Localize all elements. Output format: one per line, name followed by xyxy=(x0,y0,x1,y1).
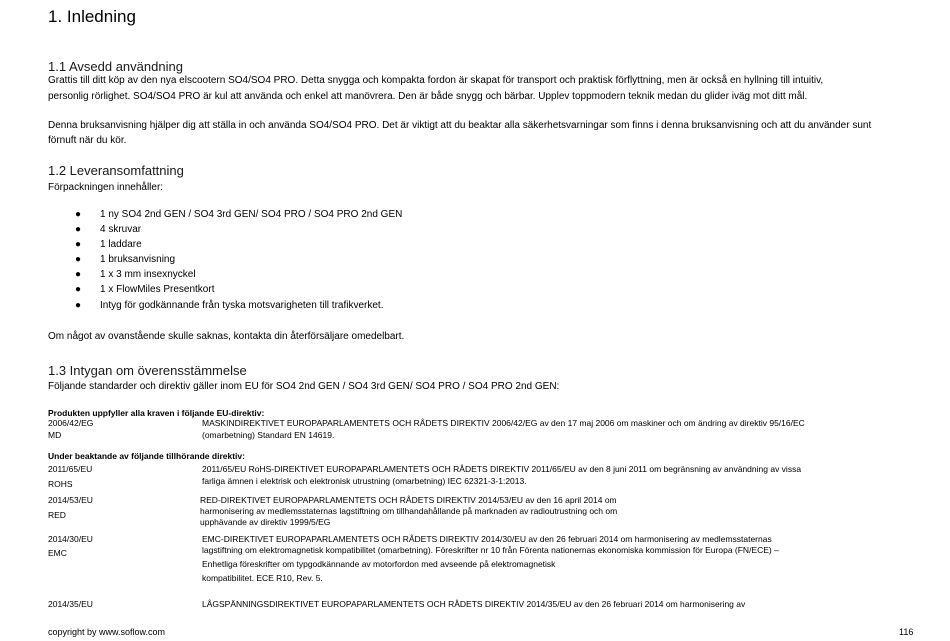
directive-description: farliga ämnen i elektrisk och elektronisk utrustning (omarbetning) IEC 62321-3-1:2013. xyxy=(202,476,527,486)
section-title-intygan: 1.3 Intygan om överensstämmelse xyxy=(48,363,247,378)
directive-abbrev: MD xyxy=(48,430,62,440)
missing-items-note: Om något av ovanstående skulle saknas, kontakta din återförsäljare omedelbart. xyxy=(48,331,405,342)
directive-description: lagstiftning om elektromagnetisk kompatibilitet (omarbetning). Föreskrifter nr 10 från Förenta nationernas ekonomiska kommission för Europa (FN/ECE) – xyxy=(202,545,779,555)
directive-description: upphävande av direktiv 1999/5/EG xyxy=(200,517,331,527)
directive-description: RED-DIREKTIVET EUROPAPARLAMENTETS OCH RÅDETS DIREKTIV 2014/53/EU av den 16 april 2014 om xyxy=(200,495,617,505)
bullet-icon: ● xyxy=(75,300,82,311)
directive-code: 2006/42/EG xyxy=(48,418,94,428)
bullet-icon: ● xyxy=(75,239,82,250)
related-directives-heading: Under beaktande av följande tillhörande direktiv: xyxy=(48,451,245,461)
section-title-leveransomfattning: 1.2 Leveransomfattning xyxy=(48,163,184,178)
intro-paragraph-line: Grattis till ditt köp av den nya elscootern SO4/SO4 PRO. Detta snygga och kompakta fordon är skapat för transport och praktisk förflyttning, men är också en hyllning till intuitiv, xyxy=(48,75,824,86)
directive-description: LÅGSPÄNNINGSDIREKTIVET EUROPAPARLAMENTETS OCH RÅDETS DIREKTIV 2014/35/EU av den 26 februari 2014 om harmonisering av xyxy=(202,599,746,609)
intro-paragraph-line: personlig rörlighet. SO4/SO4 PRO är kul att använda och enkel att manövrera. Den är både snygg och bärbar. Upplev toppmodern teknik medan du glider iväg mot ditt mål. xyxy=(48,91,808,102)
manual-paragraph-line: Denna bruksanvisning hjälper dig att ställa in och använda SO4/SO4 PRO. Det är viktigt att du beaktar alla säkerhetsvarningar som finns i denna bruksanvisning och att du använder sunt xyxy=(48,120,872,131)
bullet-icon: ● xyxy=(75,269,82,280)
standards-intro: Följande standarder och direktiv gäller inom EU för SO4 2nd GEN / SO4 3rd GEN/ SO4 PRO / SO4 PRO 2nd GEN: xyxy=(48,381,560,392)
directive-description: harmonisering av medlemsstaternas lagstiftning om tillhandahållande på marknaden av radioutrustning och om xyxy=(200,506,618,516)
directive-code: 2011/65/EU xyxy=(48,464,93,474)
directive-abbrev: EMC xyxy=(48,548,67,558)
directive-code: 2014/30/EU xyxy=(48,534,93,544)
directive-code: 2014/35/EU xyxy=(48,599,93,609)
directives-heading: Produkten uppfyller alla kraven i följande EU-direktiv: xyxy=(48,408,265,418)
page-number: 116 xyxy=(899,627,914,637)
directive-abbrev: ROHS xyxy=(48,479,73,489)
directive-description: Enhetliga föreskrifter om typgodkännande av motorfordon med avseende på elektromagnetisk xyxy=(202,559,556,569)
directive-description: MASKINDIREKTIVET EUROPAPARLAMENTETS OCH RÅDETS DIREKTIV 2006/42/EG av den 17 maj 2006 om maskiner och om ändring av direktiv 95/16/EC xyxy=(202,418,805,428)
directive-abbrev: RED xyxy=(48,510,66,520)
directive-description: 2011/65/EU RoHS-DIREKTIVET EUROPAPARLAMENTETS OCH RÅDETS DIREKTIV 2011/65/EU av den 8 juni 2011 om begränsning av användning av vissa xyxy=(202,464,802,474)
bullet-icon: ● xyxy=(75,224,82,235)
directive-description: kompatibilitet. ECE R10, Rev. 5. xyxy=(202,573,323,583)
directive-code: 2014/53/EU xyxy=(48,495,93,505)
bullet-icon: ● xyxy=(75,254,82,265)
page-heading: 1. Inledning xyxy=(48,7,136,26)
section-title-avsedd-anvandning: 1.1 Avsedd användning xyxy=(48,59,183,74)
bullet-icon: ● xyxy=(75,284,82,295)
manual-paragraph-line: förnuft när du kör. xyxy=(48,135,127,146)
directive-description: (omarbetning) Standard EN 14619. xyxy=(202,430,335,440)
package-intro: Förpackningen innehåller: xyxy=(48,182,164,193)
bullet-icon: ● xyxy=(75,209,82,220)
directive-description: EMC-DIREKTIVET EUROPAPARLAMENTETS OCH RÅDETS DIREKTIV 2014/30/EU av den 26 februari 2014 om harmonisering av medlemsstaternas xyxy=(202,534,772,544)
footer-copyright: copyright by www.soflow.com xyxy=(48,627,166,637)
